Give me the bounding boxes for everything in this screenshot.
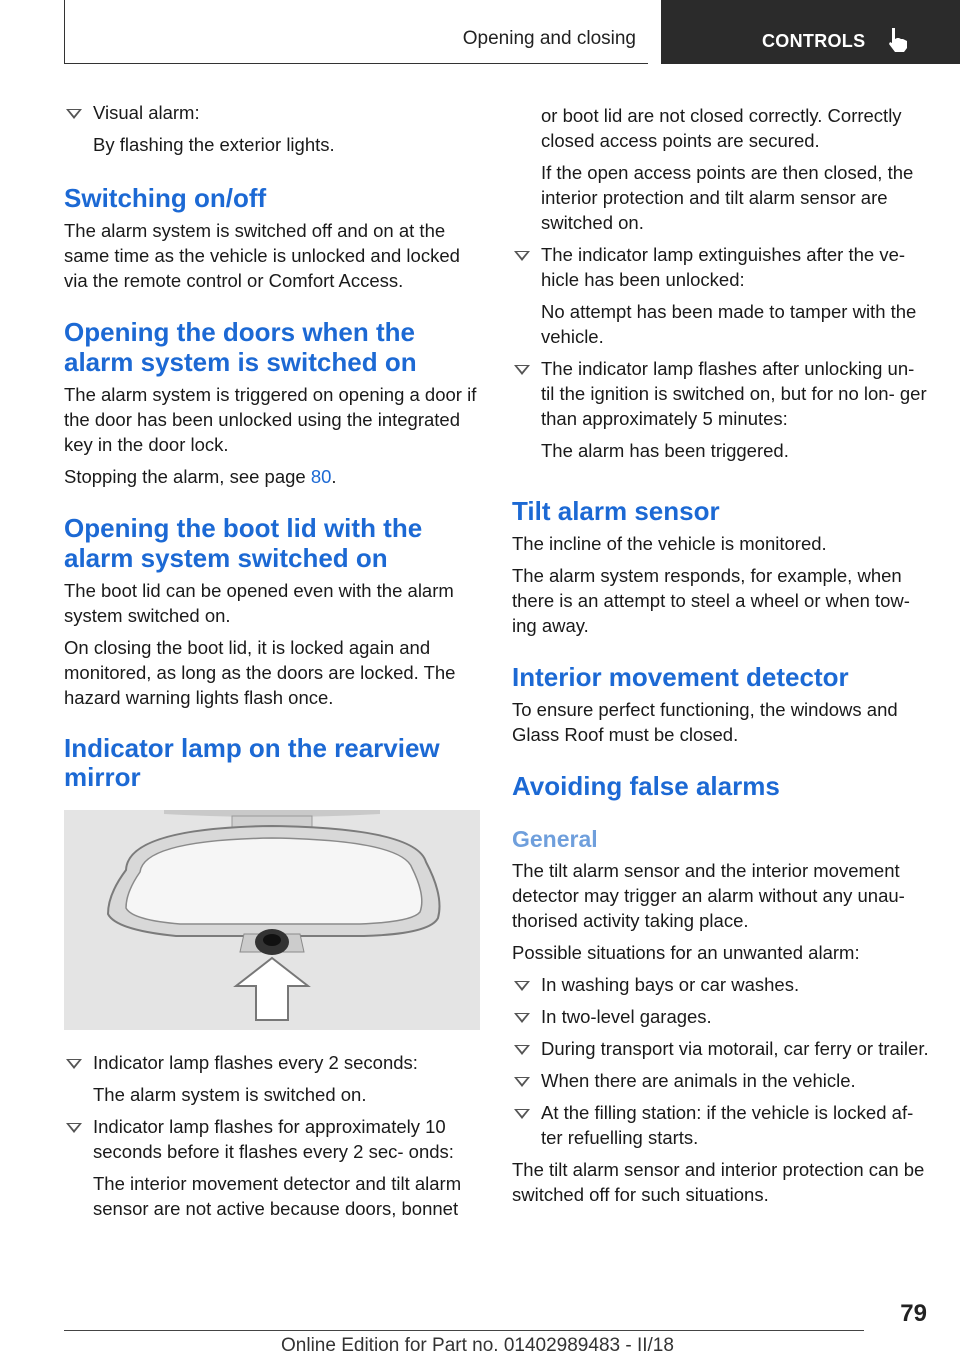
triangle-bullet-icon <box>66 109 82 119</box>
list-item: During transport via motorail, car ferry or trailer. <box>512 1036 930 1061</box>
bullet-4: The indicator lamp flashes after unlocking un‐ til the ignition is switched on, but for no lon‐ ger than approximately 5 minutes: <box>541 358 927 429</box>
list-item <box>64 1050 482 1075</box>
page-link[interactable]: 80 <box>310 466 332 487</box>
triangle-bullet-icon <box>514 1013 530 1023</box>
bullet-3: The indicator lamp extinguishes after the ve‐ hicle has been unlocked: <box>541 244 906 290</box>
list-item: At the filling station: if the vehicle is locked af‐ ter refuelling starts. <box>512 1100 930 1150</box>
triangle-bullet-icon <box>66 1059 82 1069</box>
interior-text: To ensure perfect functioning, the windows and Glass Roof must be closed. <box>512 699 898 745</box>
left-column <box>64 100 482 1228</box>
triangle-bullet-icon <box>514 365 530 375</box>
general-text: The tilt alarm sensor and the interior movement detector may trigger an alarm without any unau‐ thorised activity taking place. <box>512 860 905 931</box>
tilt-text-2: The alarm system responds, for example, when there is an attempt to steel a wheel or when tow‐ ing away. <box>512 565 910 636</box>
chapter-tab <box>661 0 960 64</box>
list-item <box>64 100 482 125</box>
section-title: Opening and closing <box>462 28 636 49</box>
triangle-bullet-icon <box>66 1123 82 1133</box>
bullet-1-desc: The alarm system is switched on. <box>93 1084 367 1105</box>
triangle-bullet-icon <box>514 1109 530 1119</box>
tilt-heading: Tilt alarm sensor <box>512 496 720 526</box>
rearview-mirror-drawing <box>64 810 480 1030</box>
boot-heading: Opening the boot lid with the alarm system switched on <box>64 513 423 573</box>
bullet-4-desc: The alarm has been triggered. <box>541 440 789 461</box>
triangle-bullet-icon <box>514 1045 530 1055</box>
visual-alarm-label: Visual alarm: <box>93 102 200 123</box>
bullet-3-desc: No attempt has been made to tamper with the vehicle. <box>541 301 917 347</box>
bullet-1: Indicator lamp flashes every 2 seconds: <box>93 1052 418 1073</box>
page-number: 79 <box>900 1300 927 1327</box>
tilt-text-1: The incline of the vehicle is monitored. <box>512 533 827 554</box>
footer-divider <box>64 1330 864 1331</box>
triangle-bullet-icon <box>514 1077 530 1087</box>
boot-text-1: The boot lid can be opened even with the alarm system switched on. <box>64 580 454 626</box>
bullet-2: Indicator lamp flashes for approximately 10 seconds before it flashes every 2 sec‐ onds: <box>93 1116 454 1162</box>
list-item: In washing bays or car washes. <box>512 972 930 997</box>
chapter-title: CONTROLS <box>762 31 866 51</box>
switching-heading: Switching on/off <box>64 183 267 213</box>
list-item: When there are animals in the vehicle. <box>512 1068 930 1093</box>
edition-text: Online Edition for Part no. 01402989483 - II/18 <box>281 1335 674 1356</box>
continued-text-1: or boot lid are not closed correctly. Correctly closed access points are secured. <box>541 105 902 151</box>
pointing-hand-icon <box>886 26 912 54</box>
indicator-heading: Indicator lamp on the rearview mirror <box>64 733 440 792</box>
interior-heading: Interior movement detector <box>512 662 849 692</box>
list-item <box>64 1114 482 1164</box>
page-header <box>0 0 960 66</box>
situations-intro: Possible situations for an unwanted alarm: <box>512 942 860 963</box>
list-item: In two-level garages. <box>512 1004 930 1029</box>
rearview-mirror-illustration <box>64 810 480 1030</box>
stopping-text: Stopping the alarm, see page 80. <box>64 466 337 487</box>
list-item <box>512 356 930 431</box>
list-item <box>512 242 930 292</box>
triangle-bullet-icon <box>514 251 530 261</box>
triangle-bullet-icon <box>514 981 530 991</box>
right-column <box>512 103 930 1214</box>
boot-text-2: On closing the boot lid, it is locked again and monitored, as long as the doors are locked. The hazard warning lights flash once. <box>64 637 456 708</box>
false-alarms-heading: Avoiding false alarms <box>512 771 780 801</box>
switching-text: The alarm system is switched off and on at the same time as the vehicle is unlocked and locked via the remote control or Comfort Access. <box>64 220 460 291</box>
doors-heading: Opening the doors when the alarm system is switched on <box>64 317 417 377</box>
general-heading: General <box>512 826 598 852</box>
continued-text-2: If the open access points are then closed, the interior protection and tilt alarm sensor are switched on. <box>541 162 914 233</box>
bullet-2-desc: The interior movement detector and tilt alarm sensor are not active because doors, bonnet <box>93 1173 462 1219</box>
visual-alarm-desc: By flashing the exterior lights. <box>93 134 335 155</box>
section-tab <box>64 0 648 64</box>
closing-text: The tilt alarm sensor and interior protection can be switched off for such situations. <box>512 1159 925 1205</box>
doors-text: The alarm system is triggered on opening a door if the door has been unlocked using the integrated key in the door lock. <box>64 384 477 455</box>
